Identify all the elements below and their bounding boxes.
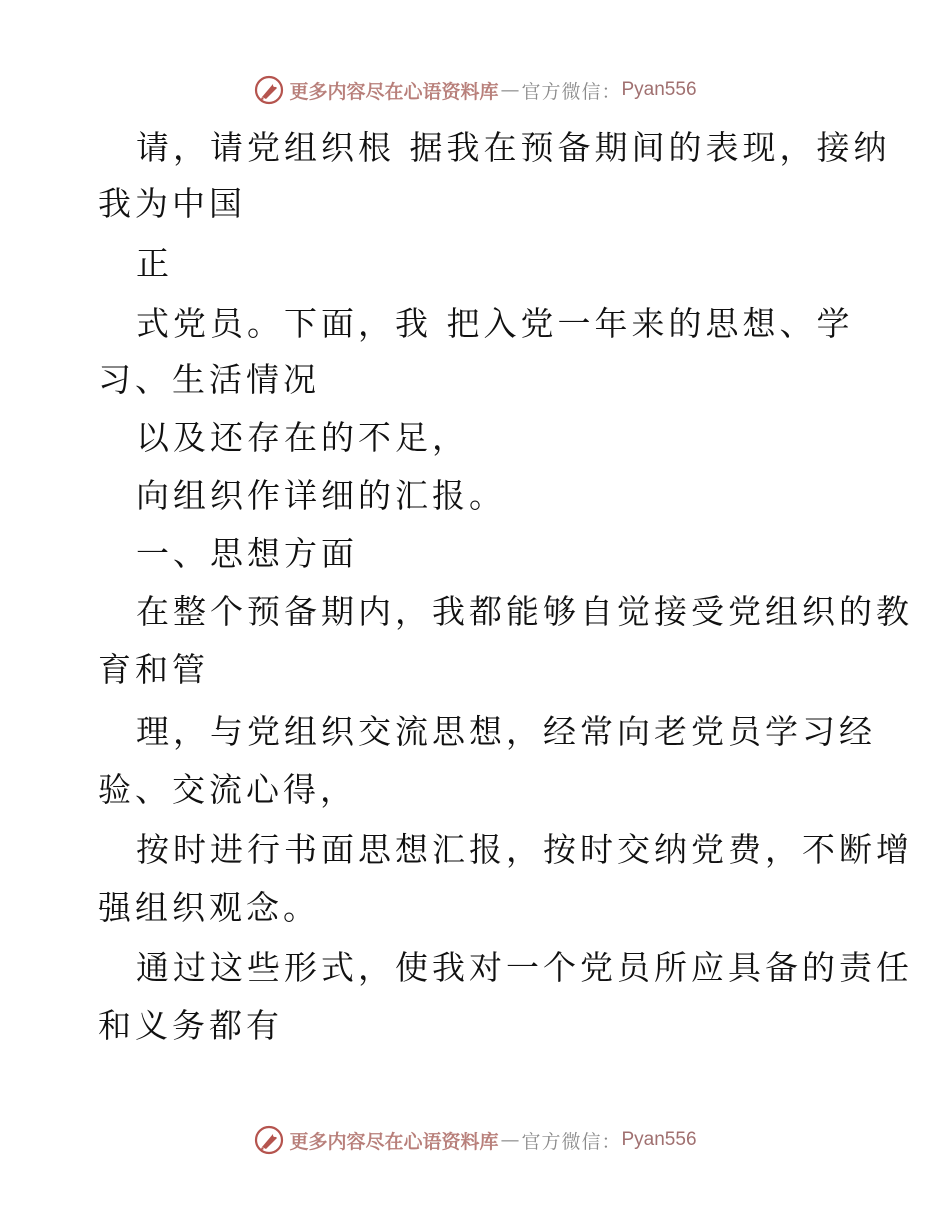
watermark-text: 更多内容尽在心语资料库 — [289, 80, 499, 103]
paragraph-line: 正 — [136, 244, 173, 283]
watermark-contact-id: Pyan556 — [621, 1129, 697, 1150]
watermark-contact-label: 官方微信： — [521, 1130, 622, 1153]
footer-watermark — [0, 1122, 950, 1158]
paragraph-line: 验、交流心得， — [98, 770, 357, 809]
paragraph-line: 以及还存在的不足， — [136, 418, 469, 457]
watermark-dash: — — [500, 79, 520, 101]
paragraph-line: 和义务都有 — [98, 1006, 283, 1045]
paragraph-line: 在整个预备期内，我都能够自觉接受党组织的教 — [136, 592, 913, 631]
paragraph-line: 请，请党组织根 据我在预备期间的表现，接纳 — [136, 128, 891, 167]
paragraph-line: 育和管 — [98, 650, 209, 689]
pen-logo-icon — [253, 1124, 285, 1156]
paragraph-line: 按时进行书面思想汇报，按时交纳党费，不断增 — [136, 830, 913, 869]
paragraph-line: 式党员。下面，我 把入党一年来的思想、学 — [136, 304, 854, 343]
header-watermark — [0, 72, 950, 108]
paragraph-line: 习、生活情况 — [98, 360, 320, 399]
watermark-dash: — — [500, 1129, 520, 1151]
watermark-contact-id: Pyan556 — [621, 79, 697, 100]
pen-logo-icon — [253, 74, 285, 106]
paragraph-line: 强组织观念。 — [98, 888, 320, 927]
paragraph-line: 向组织作详细的汇报。 — [136, 476, 506, 515]
section-heading: 一、思想方面 — [136, 534, 358, 573]
watermark-contact-label: 官方微信： — [521, 80, 622, 103]
paragraph-line: 我为中国 — [98, 184, 246, 223]
watermark-text: 更多内容尽在心语资料库 — [289, 1130, 499, 1153]
paragraph-line: 通过这些形式，使我对一个党员所应具备的责任 — [136, 948, 913, 987]
paragraph-line: 理，与党组织交流思想，经常向老党员学习经 — [136, 712, 876, 751]
